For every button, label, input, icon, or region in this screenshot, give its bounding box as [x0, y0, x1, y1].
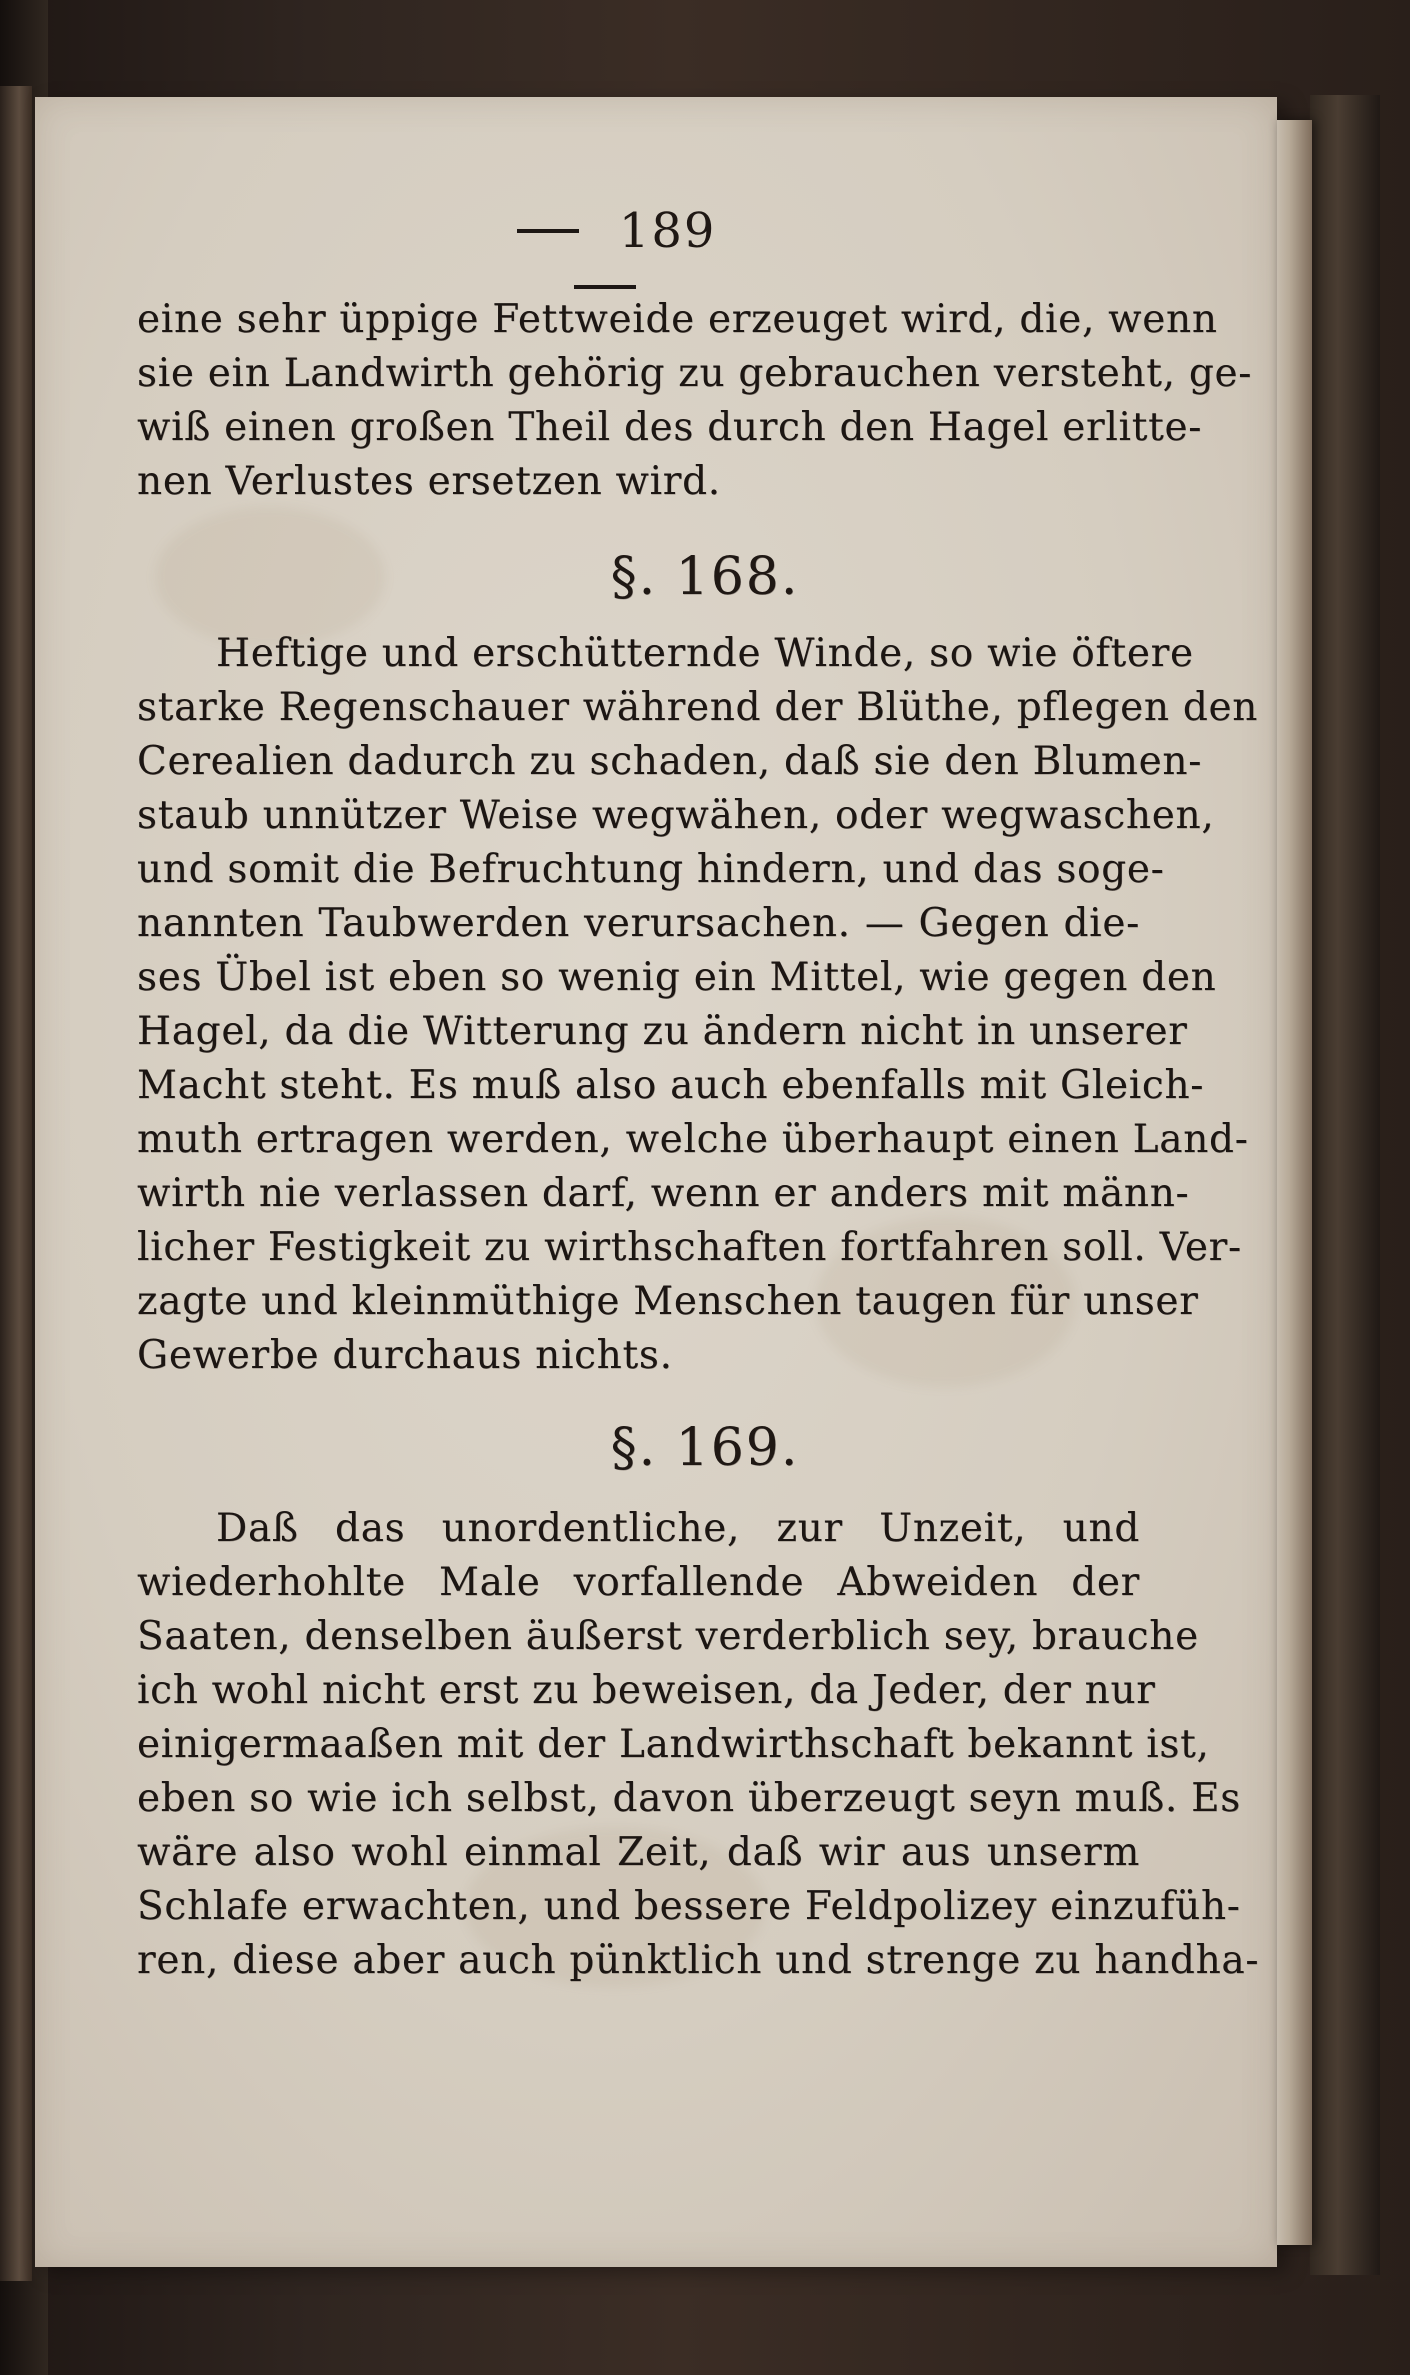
section-168-paragraph [137, 627, 1259, 1383]
text-line: ses Übel ist eben so wenig ein Mittel, wie gegen den [137, 955, 1217, 1000]
text-line: Heftige und erschütternde Winde, so wie öftere [216, 631, 1194, 676]
header-right-dash [574, 285, 636, 289]
header-left-dash [517, 229, 579, 233]
right-book-board [1310, 95, 1380, 2275]
text-line: licher Festigkeit zu wirthschaften fortfahren soll. Ver- [137, 1225, 1242, 1270]
text-line: wäre also wohl einmal Zeit, daß wir aus unserm [137, 1830, 1140, 1875]
text-line: nen Verlustes ersetzen wird. [137, 459, 721, 504]
text-line: wiederhohlte Male vorfallende Abweiden der [137, 1560, 1140, 1605]
text-line: einigermaaßen mit der Landwirthschaft bekannt ist, [137, 1722, 1210, 1767]
text-line: eine sehr üppige Fettweide erzeuget wird, die, wenn [137, 297, 1218, 342]
text-line: eben so wie ich selbst, davon überzeugt seyn muß. Es [137, 1776, 1242, 1821]
page-number: 189 [618, 203, 717, 259]
text-line: Macht steht. Es muß also auch ebenfalls mit Gleich- [137, 1063, 1205, 1108]
text-line: Saaten, denselben äußerst verderblich sey, brauche [137, 1614, 1199, 1659]
text-line: Schlafe erwachten, und bessere Feldpolizey einzufüh- [137, 1884, 1241, 1929]
text-line: wirth nie verlassen darf, wenn er anders mit männ- [137, 1171, 1190, 1216]
text-line: wiß einen großen Theil des durch den Hagel erlitte- [137, 405, 1203, 450]
text-line: ich wohl nicht erst zu beweisen, da Jeder, der nur [137, 1668, 1156, 1713]
page-stack-edge [1277, 120, 1312, 2245]
text-line: Hagel, da die Witterung zu ändern nicht in unserer [137, 1009, 1188, 1054]
section-169-heading: §. 169. [610, 1418, 800, 1478]
text-line: Gewerbe durchaus nichts. [137, 1333, 673, 1378]
text-line: staub unnützer Weise wegwähen, oder wegwaschen, [137, 793, 1215, 838]
text-line: muth ertragen werden, welche überhaupt einen Land- [137, 1117, 1249, 1162]
section-168-heading: §. 168. [610, 547, 800, 607]
text-line: Daß das unordentliche, zur Unzeit, und [216, 1506, 1140, 1551]
text-line: Cerealien dadurch zu schaden, daß sie den Blumen- [137, 739, 1203, 784]
text-line: sie ein Landwirth gehörig zu gebrauchen versteht, ge- [137, 351, 1253, 396]
left-book-board [0, 86, 32, 2281]
text-line: zagte und kleinmüthige Menschen taugen für unser [137, 1279, 1199, 1324]
text-line: ren, diese aber auch pünktlich und strenge zu handha- [137, 1938, 1260, 1983]
intro-paragraph [137, 293, 1253, 509]
section-169-paragraph [137, 1502, 1260, 1988]
text-line: nannten Taubwerden verursachen. — Gegen die- [137, 901, 1140, 946]
text-line: starke Regenschauer während der Blüthe, pflegen den [137, 685, 1259, 730]
text-line: und somit die Befruchtung hindern, und das soge- [137, 847, 1165, 892]
